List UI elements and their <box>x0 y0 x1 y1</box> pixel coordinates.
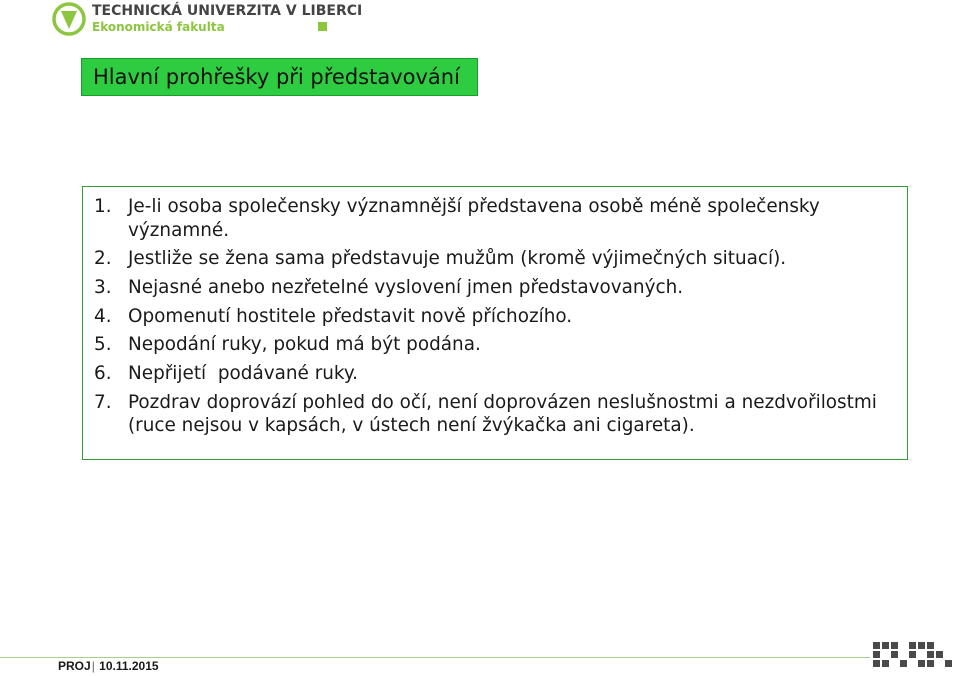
list-item-number: 7. <box>94 391 112 413</box>
list-item-text: Nepřijetí podávané ruky. <box>128 362 359 384</box>
list-item-number: 2. <box>94 248 112 270</box>
list-item <box>83 305 907 329</box>
slide-title-box <box>81 58 478 96</box>
pixel-grid-icon <box>869 640 955 674</box>
tul-logo-icon <box>52 2 86 36</box>
list-item-number: 6. <box>94 362 112 384</box>
footer-course: PROJ <box>58 659 91 673</box>
footer-date: 10.11.2015 <box>99 659 159 673</box>
list-item-text: Nejasné anebo nezřetelné vyslovení jmen představovaných. <box>128 276 684 298</box>
slide-title: Hlavní prohřešky při představování <box>93 65 460 89</box>
offense-list <box>83 187 907 438</box>
list-item <box>83 195 907 242</box>
list-item-number: 5. <box>94 334 112 356</box>
list-item <box>83 362 907 386</box>
footer-divider <box>0 657 870 658</box>
list-item-number: 1. <box>94 196 112 217</box>
university-logo <box>52 2 363 38</box>
faculty-name: Ekonomická fakulta <box>92 20 225 34</box>
content-box <box>82 186 908 460</box>
footer-info <box>58 659 159 673</box>
list-item-number: 4. <box>94 305 112 327</box>
list-item-number: 3. <box>94 276 112 298</box>
footer-separator: | <box>91 659 95 673</box>
list-item <box>83 333 907 357</box>
logo-square-mark <box>318 22 327 31</box>
list-item-text: Jestliže se žena sama představuje mužům (kromě výjimečných situací). <box>128 248 787 270</box>
list-item <box>83 276 907 300</box>
list-item-text: Opomenutí hostitele představit nově příchozího. <box>128 305 573 327</box>
list-item-text: Je-li osoba společensky významnější představena osobě méně společensky významné. <box>128 196 820 241</box>
list-item <box>83 391 907 438</box>
list-item-text: Pozdrav doprovází pohled do očí, není doprovázen neslušnostmi a nezdvořilostmi (ruce nejsou v kapsách, v ústech není žvýkačka ani cigareta). <box>128 391 877 437</box>
university-name: TECHNICKÁ UNIVERZITA V LIBERCI <box>92 3 363 19</box>
list-item <box>83 247 907 271</box>
list-item-text: Nepodání ruky, pokud má být podána. <box>128 334 481 356</box>
